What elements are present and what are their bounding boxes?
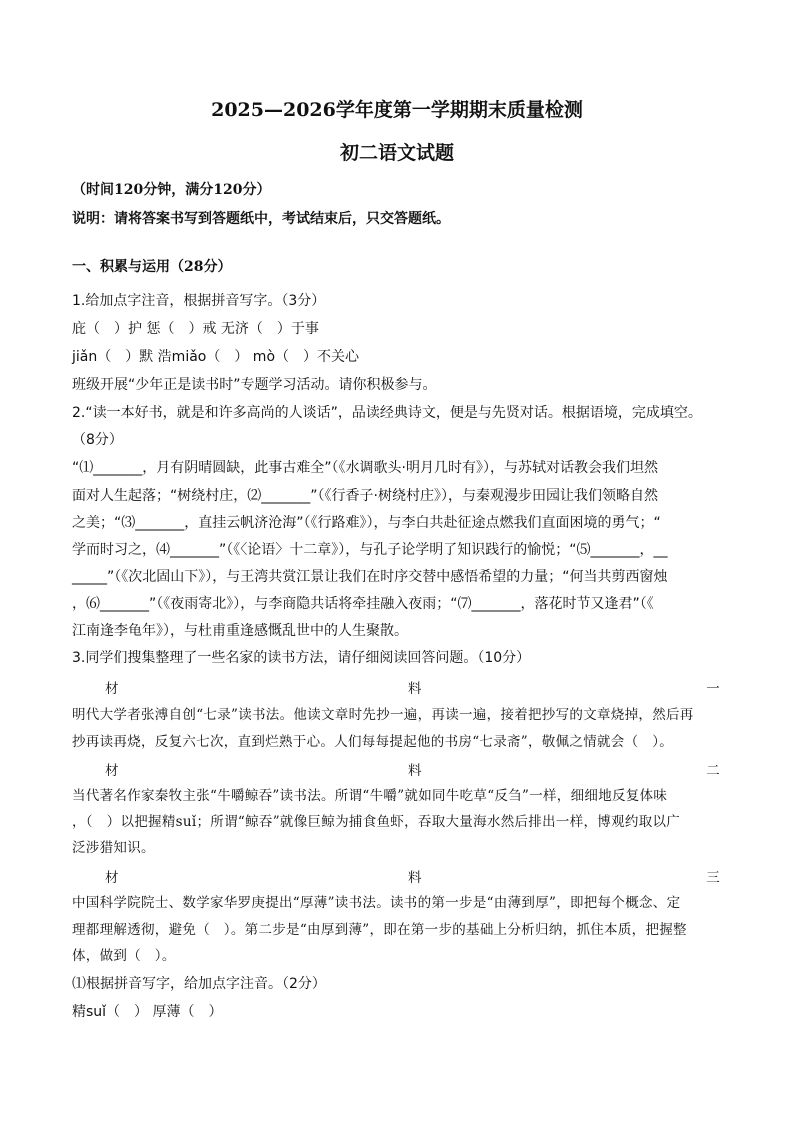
activity-intro: 班级开展“少年正是读书时”专题学习活动。请你积极参与。 xyxy=(72,377,437,393)
q2-line3: “⑴_______，月有阴晴圆缺，此事古难全”（《水调歌头·明月几时有》），与苏轼对话教会我们坦然 xyxy=(72,460,658,476)
material-text: 中国科学院院士、数学家华罗庚提出“厚薄”读书法。读书的第一步是“由薄到厚”，即把每个概念、定 xyxy=(72,895,681,911)
material-heading-char: 料 xyxy=(408,763,422,779)
instruction: 说明：请将答案书写到答题纸中，考试结束后，只交答题纸。 xyxy=(72,211,450,227)
material-heading-char: 材 xyxy=(105,763,119,779)
page-title: 2025—2026学年度第一学期期末质量检测 xyxy=(211,99,583,121)
material-text: 理都理解透彻，避免（ ）。第二步是“由厚到薄”，即在第一步的基础上分析归纳，抓住本质，把握整 xyxy=(72,922,687,938)
material-text: 明代大学者张溥自创“七录”读书法。他读文章时先抄一遍，再读一遍，接着把抄写的文章烧掉，然后再 xyxy=(72,707,694,723)
q3-sub1-answer: 精suǐ（ ） 厚薄（ ） xyxy=(72,1004,223,1020)
q2-line4: 面对人生起落；“树绕村庄，⑵_______”（《行香子·树绕村庄》），与秦观漫步田园让我们领略自然 xyxy=(72,488,658,504)
section-heading: 一、积累与运用（28分） xyxy=(72,259,232,275)
material-heading-char: 材 xyxy=(105,870,119,886)
material-heading-char: 材 xyxy=(105,681,119,697)
q2-line5: 之美；“⑶_______，直挂云帆济沧海”（《行路难》），与李白共赴征途点燃我们直面困境的勇气；“ xyxy=(72,515,661,531)
q1-line2: jiǎn（ ）默 浩miǎo（ ） mò（ ）不关心 xyxy=(72,349,360,365)
q3-prompt: 3.同学们搜集整理了一些名家的读书方法，请仔细阅读回答问题。（10分） xyxy=(72,650,531,666)
q2-line7: _____”（《次北固山下》），与王湾共赏江景让我们在时序交替中感悟希望的力量；“何当共剪西窗烛 xyxy=(72,569,668,585)
material-heading xyxy=(72,759,720,779)
time-note: （时间120分钟，满分120分） xyxy=(72,182,271,198)
q2-line2: （8分） xyxy=(72,432,123,448)
material-text: ，（ ）以把握精suǐ；所谓“鲸吞”就像巨鲸为捕食鱼虾，吞取大量海水然后排出一样，博观约取以广 xyxy=(72,814,681,830)
q2-line8: ，⑹_______”（《夜雨寄北》），与李商隐共话将牵挂融入夜雨；“⑺_______，落花时节又逢君”（《 xyxy=(72,596,654,612)
q1-prompt: 1.给加点字注音，根据拼音写字。（3分） xyxy=(72,293,326,309)
q2-line9: 江南逢李龟年》），与杜甫重逢感慨乱世中的人生聚散。 xyxy=(72,623,408,639)
material-heading xyxy=(72,677,720,697)
material-heading-char: 料 xyxy=(408,870,422,886)
q1-line1: 庇（ ）护 惩（ ）戒 无济（ ）于事 xyxy=(72,321,319,337)
material-heading xyxy=(72,866,720,886)
material-text: 泛涉猎知识。 xyxy=(72,840,155,856)
q2-line1: 2.“读一本好书，就是和许多高尚的人谈话”，品读经典诗文，便是与先贤对话。根据语境，完成填空。 xyxy=(72,405,702,421)
material-heading-number: 三 xyxy=(706,870,720,886)
q3-sub1-prompt: ⑴根据拼音写字，给加点字注音。（2分） xyxy=(72,976,326,992)
material-heading-char: 料 xyxy=(408,681,422,697)
material-text: 抄再读再烧，反复六七次，直到烂熟于心。人们每每提起他的书房“七录斋”，敬佩之情就会（ ）。 xyxy=(72,734,674,750)
q2-line6: 学而时习之，⑷_______”（《〈论语〉十二章》），与孔子论学明了知识践行的愉悦；“⑸_______，__ xyxy=(72,542,668,558)
page-subtitle: 初二语文试题 xyxy=(339,142,454,164)
material-text: 体，做到（ ）。 xyxy=(72,948,176,964)
material-heading-number: 二 xyxy=(706,763,720,779)
material-heading-number: 一 xyxy=(706,681,720,697)
material-text: 当代著名作家秦牧主张“牛嚼鲸吞”读书法。所谓“牛嚼”就如同牛吃草“反刍”一样，细细地反复体味 xyxy=(72,788,668,804)
